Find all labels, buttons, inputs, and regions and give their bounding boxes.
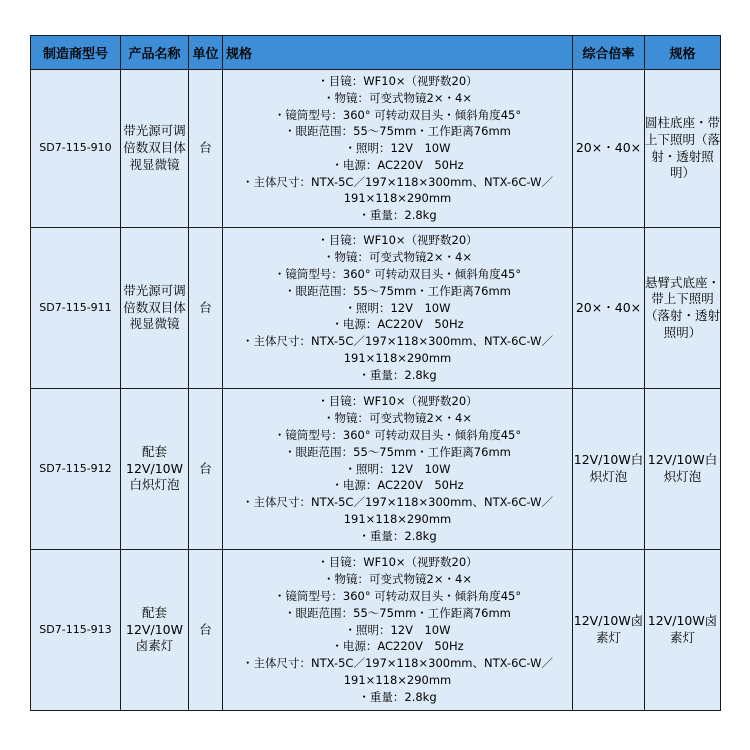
model-cell: SD7-115-911 [31,228,121,389]
spec-line: ・电源：AC220V 50Hz [331,317,464,332]
spec-line: ・电源：AC220V 50Hz [331,478,464,493]
name-cell: 配套12V/10W白炽灯泡 [121,389,189,550]
spec-cell [223,70,573,228]
spec-line: ・照明：12V 10W [344,300,451,315]
spec-line: ・目镜：WF10×（视野数20） [317,233,478,248]
magnification-cell: 12V/10W卤素灯 [573,550,645,711]
spec-line: ・重量：2.8kg [358,528,437,543]
magnification-cell: 12V/10W白炽灯泡 [573,389,645,550]
spec-cell [223,389,573,550]
spec-line: ・电源：AC220V 50Hz [331,639,464,654]
spec-line: ・目镜：WF10×（视野数20） [317,73,478,88]
header-model: 制造商型号 [31,36,121,70]
spec-line: ・眼距范围：55～75mm・工作距离76mm [284,444,511,459]
table-row [31,550,721,711]
remark-cell: 悬臂式底座・带上下照明（落射・透射照明） [645,228,721,389]
spec-line: ・眼距范围：55～75mm・工作距离76mm [284,283,511,298]
unit-cell: 台 [189,70,223,228]
spec-line: ・主体尺寸：NTX-5C／197×118×300mm、NTX-6C-W／ [242,656,553,671]
unit-cell: 台 [189,228,223,389]
spec-line: ・照明：12V 10W [344,141,451,156]
unit-cell: 台 [189,389,223,550]
remark-cell: 12V/10W白炽灯泡 [645,389,721,550]
spec-line: 191×118×290mm [343,191,452,206]
table-row [31,389,721,550]
magnification-cell: 20×・40× [573,228,645,389]
name-cell: 配套12V/10W卤素灯 [121,550,189,711]
spec-line: ・镜筒型号：360° 可转动双目头・倾斜角度45° [273,267,522,281]
name-cell: 带光源可调倍数双目体视显微镜 [121,228,189,389]
spec-line: ・镜筒型号：360° 可转动双目头・倾斜角度45° [273,428,522,442]
model-cell: SD7-115-910 [31,70,121,228]
spec-line: ・眼距范围：55～75mm・工作距离76mm [284,605,511,620]
spec-line: ・重量：2.8kg [358,208,437,223]
spec-line: ・物镜：可变式物镜2×・4× [323,90,472,105]
spec-line: ・物镜：可变式物镜2×・4× [323,250,472,265]
unit-cell: 台 [189,550,223,711]
spec-cell [223,228,573,389]
spec-line: ・镜筒型号：360° 可转动双目头・倾斜角度45° [273,589,522,603]
magnification-cell: 20×・40× [573,70,645,228]
spec-line: ・镜筒型号：360° 可转动双目头・倾斜角度45° [273,107,522,122]
spec-line: ・物镜：可变式物镜2×・4× [323,411,472,426]
spec-line: ・目镜：WF10×（视野数20） [317,394,478,409]
spec-line: ・电源：AC220V 50Hz [331,157,464,172]
spec-cell [223,550,573,711]
spec-line: ・主体尺寸：NTX-5C／197×118×300mm、NTX-6C-W／ [242,334,553,349]
spec-line: ・重量：2.8kg [358,367,437,382]
spec-line: ・照明：12V 10W [344,461,451,476]
header-magnification: 综合倍率 [573,36,645,70]
product-spec-table [30,35,721,711]
spec-line: 191×118×290mm [343,672,452,687]
table-row [31,70,721,228]
spec-line: 191×118×290mm [343,350,452,365]
spec-line: ・照明：12V 10W [344,622,451,637]
spec-line: ・目镜：WF10×（视野数20） [317,555,478,570]
header-spec: 规格 [223,36,573,70]
model-cell: SD7-115-913 [31,550,121,711]
model-cell: SD7-115-912 [31,389,121,550]
table-row [31,228,721,389]
spec-line: ・物镜：可变式物镜2×・4× [323,572,472,587]
header-unit: 单位 [189,36,223,70]
remark-cell: 12V/10W卤素灯 [645,550,721,711]
remark-cell: 圆柱底座・带上下照明（落射・透射照明） [645,70,721,228]
spec-line: 191×118×290mm [343,511,452,526]
header-name: 产品名称 [121,36,189,70]
name-cell: 带光源可调倍数双目体视显微镜 [121,70,189,228]
spec-line: ・主体尺寸：NTX-5C／197×118×300mm、NTX-6C-W／ [242,174,553,189]
header-row [31,36,721,70]
header-remark: 规格 [645,36,721,70]
spec-line: ・主体尺寸：NTX-5C／197×118×300mm、NTX-6C-W／ [242,495,553,510]
spec-line: ・眼距范围：55～75mm・工作距离76mm [284,124,511,139]
spec-line: ・重量：2.8kg [358,689,437,704]
